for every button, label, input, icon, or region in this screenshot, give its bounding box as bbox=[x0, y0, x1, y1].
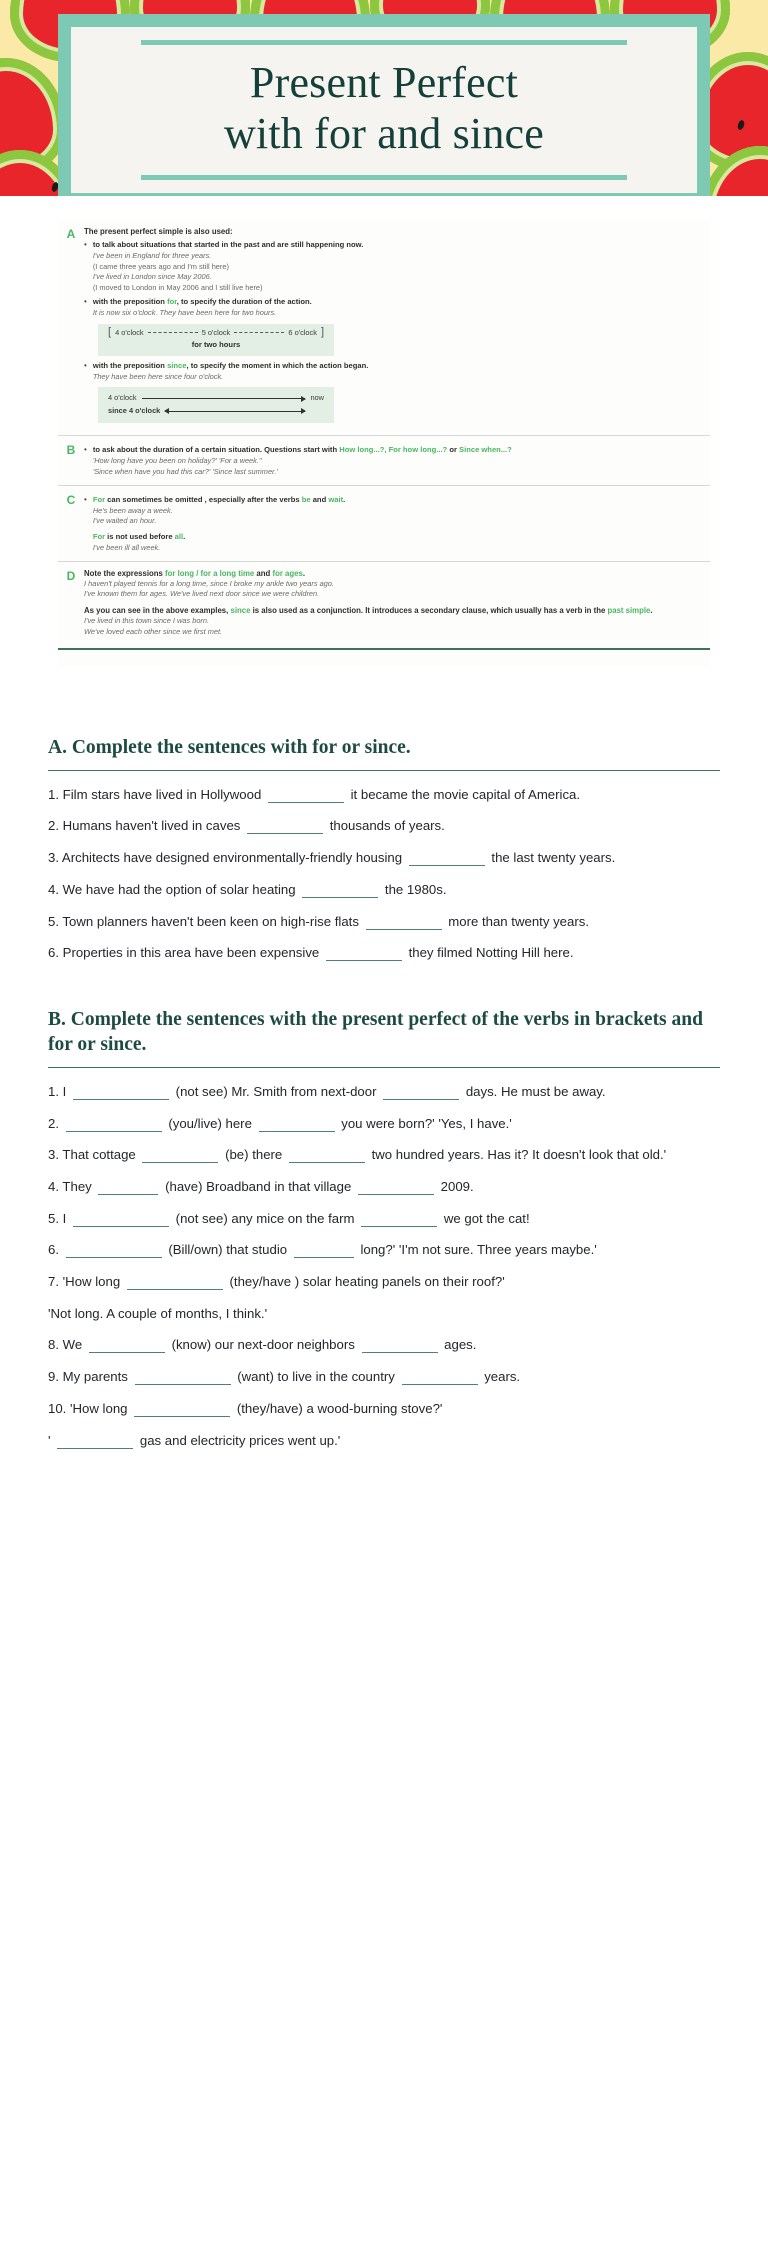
exercise-b-title: B. Complete the sentences with the present perfect of the verbs in brackets and for or since. bbox=[48, 1008, 703, 1055]
question-text-post: thousands of years. bbox=[329, 818, 445, 834]
grammar-bullet bbox=[84, 297, 710, 319]
question-item bbox=[48, 784, 720, 807]
question-text-post: they filmed Notting Hill here. bbox=[408, 945, 574, 961]
question-text-pre: 2. bbox=[48, 1115, 59, 1131]
question-text-mid: (know) our next-door neighbors bbox=[171, 1337, 355, 1353]
title-bottom-rule bbox=[141, 175, 628, 180]
example-sentence: I've been in England for three years. bbox=[92, 250, 212, 260]
example-note: (I came three years ago and I'm still here) bbox=[92, 261, 229, 271]
keyword-for: For bbox=[92, 532, 106, 542]
page-title bbox=[224, 45, 544, 174]
question-text-pre: 3. Architects have designed environmentally-friendly housing bbox=[48, 850, 403, 866]
answer-blank[interactable] bbox=[361, 1226, 437, 1227]
exercise-a-title: A. Complete the sentences with for or since. bbox=[48, 736, 411, 758]
grammar-bullet bbox=[84, 445, 710, 477]
question-item bbox=[48, 1208, 720, 1231]
question-text-pre: 6. Properties in this area have been expensive bbox=[48, 945, 320, 961]
answer-blank[interactable] bbox=[73, 1226, 169, 1227]
question-text-post: long?' 'I'm not sure. Three years maybe.' bbox=[360, 1242, 597, 1258]
answer-blank[interactable] bbox=[98, 1194, 158, 1195]
page-title-line-2: with for and since bbox=[223, 109, 545, 158]
bullet-lead-end: . bbox=[343, 494, 346, 504]
exercise-b bbox=[0, 1008, 768, 1452]
question-text-post: the 1980s. bbox=[384, 881, 447, 897]
grammar-bottom-rule bbox=[58, 648, 710, 650]
keyword-past-simple: past simple bbox=[607, 606, 651, 616]
question-text-post: ages. bbox=[444, 1337, 477, 1353]
answer-blank[interactable] bbox=[142, 1162, 218, 1163]
question-text-pre: 6. bbox=[48, 1242, 59, 1258]
keyword-for: for bbox=[167, 296, 177, 306]
answer-blank[interactable] bbox=[127, 1289, 223, 1290]
grammar-section-a bbox=[58, 226, 710, 428]
question-item bbox=[48, 1271, 720, 1294]
answer-blank[interactable] bbox=[302, 897, 378, 898]
timeline-caption: for two hours bbox=[191, 340, 241, 350]
question-item bbox=[48, 1144, 720, 1167]
question-text-pre: 4. They bbox=[48, 1178, 92, 1194]
bullet-lead-pre: with the preposition bbox=[92, 360, 168, 370]
answer-blank[interactable] bbox=[362, 1352, 438, 1353]
bullet-lead: to talk about situations that started in the past and are still happening now. bbox=[92, 240, 364, 250]
example-sentence: 'Since when have you had this car?' 'Since last summer.' bbox=[92, 466, 278, 476]
answer-blank[interactable] bbox=[89, 1352, 165, 1353]
bullet-icon: • bbox=[84, 494, 87, 504]
example-sentence: He's been away a week. bbox=[92, 505, 173, 515]
example-sentence: 'How long have you been on holiday?' 'For a week.'' bbox=[92, 456, 262, 466]
grammar-divider bbox=[58, 561, 710, 562]
timeline-since bbox=[98, 387, 334, 423]
example-sentence: I've known them for ages. We've lived next door since we were children. bbox=[84, 589, 320, 599]
answer-blank[interactable] bbox=[268, 802, 344, 803]
keyword-for-long: for long / for a long time bbox=[165, 568, 255, 578]
grammar-section-letter: C bbox=[66, 492, 76, 507]
answer-blank[interactable] bbox=[383, 1099, 459, 1100]
answer-blank[interactable] bbox=[358, 1194, 434, 1195]
question-item bbox=[48, 847, 720, 870]
timeline-arrow-double bbox=[165, 411, 305, 412]
grammar-divider bbox=[58, 435, 710, 436]
question-text-post: more than twenty years. bbox=[448, 913, 589, 929]
note-end: . bbox=[302, 568, 305, 578]
bullet-lead-after: can sometimes be omitted , especially after the verbs bbox=[105, 494, 302, 504]
question-text-post: gas and electricity prices went up.' bbox=[139, 1432, 341, 1448]
question-text-pre: 1. Film stars have lived in Hollywood bbox=[48, 786, 262, 802]
bullet-lead-pre: with the preposition bbox=[92, 296, 168, 306]
question-text-pre: 4. We have had the option of solar heating bbox=[48, 881, 296, 897]
keyword-wait: wait bbox=[328, 494, 344, 504]
question-item bbox=[48, 1398, 720, 1421]
example-sentence: It is now six o'clock. They have been here for two hours. bbox=[92, 307, 277, 317]
question-item bbox=[48, 1081, 720, 1104]
grammar-section-c bbox=[58, 492, 710, 554]
timeline-now-label: now bbox=[310, 393, 324, 403]
bullet-icon: • bbox=[84, 296, 87, 306]
answer-blank[interactable] bbox=[259, 1131, 335, 1132]
question-text-post: two hundred years. Has it? It doesn't look that old.' bbox=[371, 1147, 667, 1163]
timeline-arrow-right bbox=[142, 398, 306, 399]
exercise-b-rule bbox=[48, 1067, 720, 1068]
question-item bbox=[48, 942, 720, 965]
question-text-post: days. He must be away. bbox=[465, 1083, 606, 1099]
answer-blank[interactable] bbox=[247, 833, 323, 834]
grammar-section-d bbox=[58, 568, 710, 638]
note-pre: Note the expressions bbox=[84, 568, 166, 578]
question-text-post: 2009. bbox=[440, 1178, 474, 1194]
question-text-pre: 10. 'How long bbox=[48, 1400, 128, 1416]
timeline-start-label: 4 o'clock bbox=[108, 393, 137, 403]
question-text-post: you were born?' 'Yes, I have.' bbox=[341, 1115, 512, 1131]
question-text-mid: (want) to live in the country bbox=[237, 1369, 395, 1385]
note-mid: and bbox=[254, 568, 273, 578]
keyword-be: be bbox=[301, 494, 311, 504]
question-item bbox=[48, 1430, 720, 1453]
answer-blank[interactable] bbox=[326, 960, 402, 961]
para-pre: As you can see in the above examples, bbox=[84, 606, 231, 616]
keyword-since-when: Since when...? bbox=[459, 445, 512, 455]
example-note: (I moved to London in May 2006 and I still live here) bbox=[92, 283, 263, 293]
example-sentence: I've been ill all week. bbox=[92, 542, 161, 552]
timeline-dash bbox=[148, 332, 198, 333]
decorative-watermelon-banner bbox=[0, 0, 768, 196]
timeline-bracket-right: ] bbox=[320, 326, 324, 339]
question-text-mid: (have) Broadband in that village bbox=[165, 1178, 352, 1194]
question-text-pre: 5. I bbox=[48, 1210, 67, 1226]
question-text-pre: 'Not long. A couple of months, I think.' bbox=[48, 1305, 268, 1321]
keyword-how-long: How long...?, For how long...? bbox=[339, 445, 448, 455]
question-text-pre: 5. Town planners haven't been keen on high-rise flats bbox=[48, 913, 359, 929]
answer-blank[interactable] bbox=[289, 1162, 365, 1163]
keyword-all: all bbox=[174, 532, 184, 542]
question-text-post: we got the cat! bbox=[443, 1210, 530, 1226]
question-text-pre: 2. Humans haven't lived in caves bbox=[48, 818, 241, 834]
keyword-for: For bbox=[92, 494, 106, 504]
answer-blank[interactable] bbox=[294, 1257, 354, 1258]
question-item bbox=[48, 911, 720, 934]
keyword-since: since bbox=[230, 606, 251, 616]
worksheet-title-card bbox=[58, 14, 710, 196]
question-text-mid: (they/have) a wood-burning stove?' bbox=[236, 1400, 443, 1416]
example-sentence: I've lived in London since May 2006. bbox=[92, 272, 212, 282]
question-item bbox=[48, 1334, 720, 1357]
question-text-pre: 3. That cottage bbox=[48, 1147, 136, 1163]
question-text-pre: 1. I bbox=[48, 1083, 67, 1099]
timeline-bracket-left: [ bbox=[108, 326, 112, 339]
timeline-since-label: since 4 o'clock bbox=[108, 405, 161, 415]
grammar-bullet bbox=[84, 240, 710, 294]
grammar-section-letter: D bbox=[66, 568, 76, 583]
answer-blank[interactable] bbox=[402, 1384, 478, 1385]
keyword-since: since bbox=[167, 360, 187, 370]
question-text-post: it became the movie capital of America. bbox=[350, 786, 581, 802]
question-text-mid: (be) there bbox=[225, 1147, 283, 1163]
question-text-mid: (not see) any mice on the farm bbox=[175, 1210, 355, 1226]
grammar-section-d-paragraph bbox=[84, 605, 710, 616]
bullet-lead-mid: and bbox=[310, 494, 329, 504]
question-item bbox=[48, 1239, 720, 1262]
exercise-a-rule bbox=[48, 770, 720, 771]
para-mid: is also used as a conjunction. It introduces a secondary clause, which usually has a verb in the bbox=[250, 606, 608, 616]
example-sentence: We've loved each other since we first met. bbox=[84, 627, 223, 636]
example-sentence: They have been here since four o'clock. bbox=[92, 371, 224, 381]
question-text-pre: 8. We bbox=[48, 1337, 83, 1353]
timeline-point: 5 o'clock bbox=[201, 327, 231, 337]
grammar-bullet bbox=[84, 361, 710, 383]
question-item bbox=[48, 1366, 720, 1389]
question-text-mid: (they/have ) solar heating panels on their roof?' bbox=[229, 1274, 505, 1290]
timeline-point: 4 o'clock bbox=[115, 327, 144, 337]
answer-blank[interactable] bbox=[73, 1099, 169, 1100]
question-text-mid: (not see) Mr. Smith from next-door bbox=[175, 1083, 377, 1099]
bullet-icon: • bbox=[84, 445, 87, 455]
grammar-bullet bbox=[84, 495, 710, 554]
bullet-lead-pre: to ask about the duration of a certain situation. Questions start with bbox=[92, 445, 340, 455]
question-text-pre: ' bbox=[48, 1432, 51, 1448]
bullet-icon: • bbox=[84, 360, 87, 370]
answer-blank[interactable] bbox=[366, 929, 442, 930]
question-text-mid: (you/live) here bbox=[168, 1115, 252, 1131]
example-sentence: I haven't played tennis for a long time, since I broke my ankle two years ago. bbox=[84, 578, 334, 588]
answer-blank[interactable] bbox=[409, 865, 485, 866]
exercise-a bbox=[0, 736, 768, 965]
question-text-post: the last twenty years. bbox=[491, 850, 616, 866]
answer-blank[interactable] bbox=[66, 1131, 162, 1132]
answer-blank[interactable] bbox=[57, 1448, 133, 1449]
bullet-lead-post: , to specify the duration of the action. bbox=[176, 296, 312, 306]
question-text-post: years. bbox=[484, 1369, 521, 1385]
timeline-dash bbox=[234, 332, 284, 333]
timeline-point: 6 o'clock bbox=[288, 327, 317, 337]
example-sentence: I've lived in this town since I was born. bbox=[84, 616, 210, 626]
grammar-section-b bbox=[58, 442, 710, 477]
keyword-for-ages: for ages bbox=[272, 568, 303, 578]
example-sentence: I've waited an hour. bbox=[92, 516, 157, 526]
grammar-section-a-heading: The present perfect simple is also used: bbox=[84, 227, 233, 236]
grammar-section-d-note bbox=[84, 568, 710, 579]
sub-rule-text: is not used before bbox=[105, 532, 175, 542]
grammar-reference-box bbox=[0, 214, 768, 680]
bullet-icon: • bbox=[84, 240, 87, 250]
question-text-pre: 7. 'How long bbox=[48, 1274, 121, 1290]
question-text-pre: 9. My parents bbox=[48, 1369, 128, 1385]
grammar-section-letter: A bbox=[66, 227, 76, 241]
question-item bbox=[48, 879, 720, 902]
bullet-lead-post: , to specify the moment in which the action began. bbox=[186, 360, 369, 370]
answer-blank[interactable] bbox=[134, 1416, 230, 1417]
answer-blank[interactable] bbox=[135, 1384, 231, 1385]
bullet-lead-mid: or bbox=[447, 445, 460, 455]
answer-blank[interactable] bbox=[66, 1257, 162, 1258]
page-title-line-1: Present Perfect bbox=[249, 58, 519, 108]
grammar-divider bbox=[58, 485, 710, 486]
question-item bbox=[48, 815, 720, 838]
question-text-mid: (Bill/own) that studio bbox=[168, 1242, 288, 1258]
question-item bbox=[48, 1176, 720, 1199]
para-end: . bbox=[650, 606, 653, 616]
grammar-section-letter: B bbox=[66, 443, 76, 458]
question-item bbox=[48, 1113, 720, 1136]
sub-rule-end: . bbox=[183, 532, 186, 542]
question-item bbox=[48, 1303, 720, 1326]
timeline-for bbox=[98, 324, 334, 356]
